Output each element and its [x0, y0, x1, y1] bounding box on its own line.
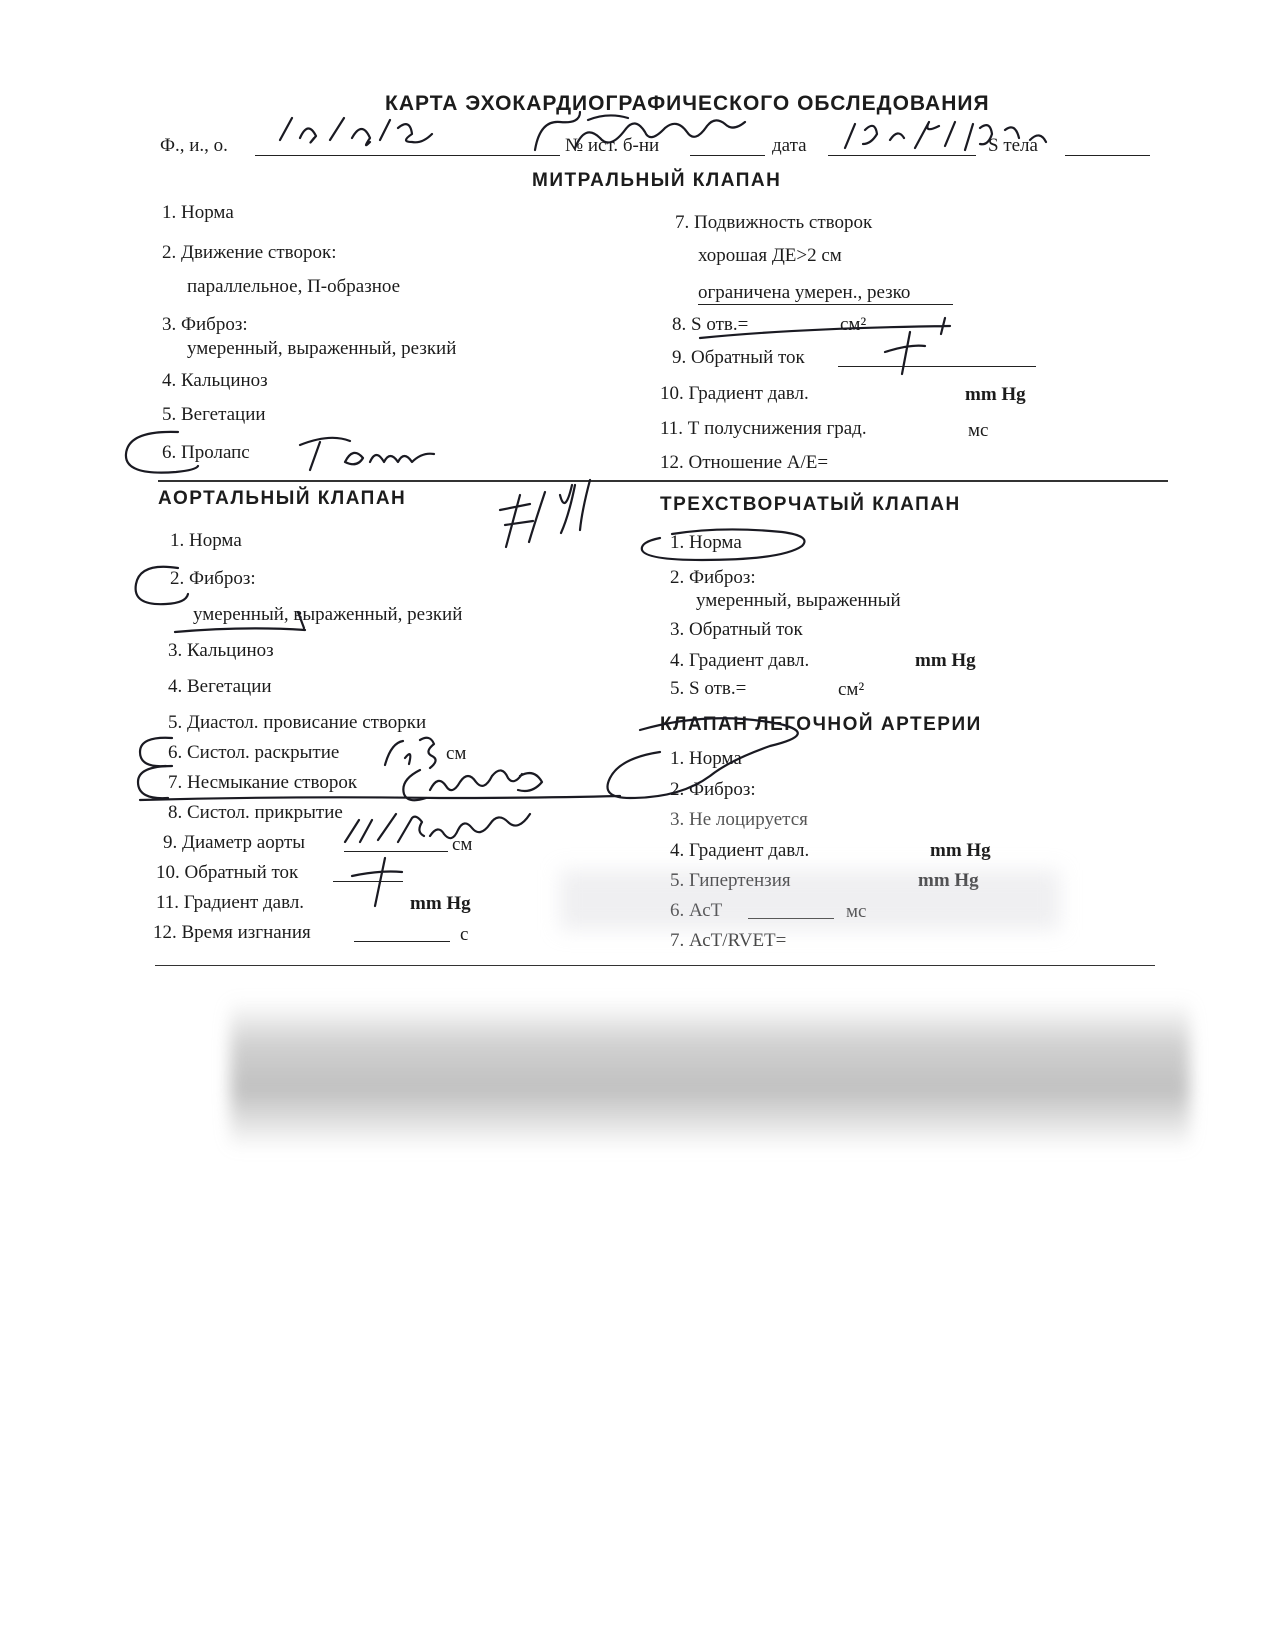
- pulmonary-item-5-unit: mm Hg: [918, 870, 979, 891]
- mitral-item-1: 1. Норма: [162, 202, 234, 223]
- handwritten-prolapse-note: [300, 438, 434, 470]
- handwritten-aorta-diameter: [345, 814, 530, 842]
- tricuspid-item-3: 3. Обратный ток: [670, 619, 803, 640]
- tricuspid-item-2: 2. Фиброз:: [670, 567, 756, 588]
- handwritten-aortal-10-mark: [352, 858, 402, 906]
- aortal-item-12-unit: с: [460, 924, 469, 945]
- tricuspid-valve-title: ТРЕХСТВОРЧАТЫЙ КЛАПАН: [660, 494, 961, 515]
- aortal-item-2: 2. Фиброз:: [170, 568, 256, 589]
- aortal-item-2-options: умеренный, выраженный, резкий: [193, 604, 463, 625]
- mitral-item-10: 10. Градиент давл.: [660, 383, 809, 404]
- form-title: КАРТА ЭХОКАРДИОГРАФИЧЕСКОГО ОБСЛЕДОВАНИЯ: [385, 92, 990, 115]
- date-line: [828, 155, 976, 156]
- mitral-item-9-line: [838, 366, 1036, 367]
- mitral-item-7-good: хорошая ДЕ>2 см: [698, 245, 842, 266]
- aortal-item-10: 10. Обратный ток: [156, 862, 299, 883]
- mitral-item-10-unit: mm Hg: [965, 384, 1026, 405]
- pulmonary-item-1: 1. Норма: [670, 748, 742, 769]
- mitral-item-11: 11. Т полуснижения град.: [660, 418, 867, 439]
- aortal-item-4: 4. Вегетации: [168, 676, 272, 697]
- aortal-item-3: 3. Кальциноз: [168, 640, 274, 661]
- mitral-item-7-underline: [698, 304, 953, 305]
- handwritten-aortal-6-value: [385, 738, 436, 768]
- history-line: [690, 155, 765, 156]
- mitral-item-7-limited: ограничена умерен., резко: [698, 282, 911, 303]
- pulmonary-valve-title: КЛАПАН ЛЕГОЧНОЙ АРТЕРИИ: [660, 714, 982, 735]
- history-label: № ист. б-ни: [565, 135, 660, 156]
- pulmonary-item-4-unit: mm Hg: [930, 840, 991, 861]
- handwritten-ellipse-aortal-7: [138, 766, 172, 798]
- pulmonary-item-4: 4. Градиент давл.: [670, 840, 810, 861]
- aortal-item-12-line: [354, 941, 450, 942]
- aortal-item-6-unit: см: [446, 743, 467, 764]
- date-label: дата: [772, 135, 807, 156]
- aortal-item-9: 9. Диаметр аорты: [163, 832, 306, 853]
- aortal-item-9-unit: см: [452, 834, 473, 855]
- mitral-item-9: 9. Обратный ток: [672, 347, 805, 368]
- aortal-item-9-line: [344, 851, 448, 852]
- handwritten-fio-date: [280, 118, 432, 145]
- pulmonary-item-3: 3. Не лоцируется: [670, 809, 808, 830]
- aortal-item-6: 6. Систол. раскрытие: [168, 742, 340, 763]
- mitral-item-2-options: параллельное, П-образное: [187, 276, 401, 297]
- aortal-item-12: 12. Время изгнания: [153, 922, 311, 943]
- pulmonary-item-5: 5. Гипертензия: [670, 870, 791, 891]
- fio-line: [255, 155, 560, 156]
- aortal-item-7: 7. Несмыкание створок: [168, 772, 358, 793]
- mitral-item-4: 4. Кальциноз: [162, 370, 268, 391]
- handwritten-signature: [500, 480, 590, 547]
- fio-label: Ф., и., о.: [160, 135, 228, 156]
- tricuspid-item-2-options: умеренный, выраженный: [696, 590, 901, 611]
- mitral-item-2: 2. Движение створок:: [162, 242, 337, 263]
- aortal-item-8: 8. Систол. прикрытие: [168, 802, 343, 823]
- mitral-item-3: 3. Фиброз:: [162, 314, 248, 335]
- aortal-item-1: 1. Норма: [170, 530, 242, 551]
- handwritten-mitral-9-mark: [885, 332, 925, 374]
- mitral-item-8: 8. S отв.=: [672, 314, 749, 335]
- pulmonary-item-7: 7. АсТ/RVЕТ=: [670, 930, 787, 951]
- tricuspid-item-5-unit: см²: [838, 679, 865, 700]
- aortal-valve-title: АОРТАЛЬНЫЙ КЛАПАН: [158, 488, 407, 509]
- aortal-item-11: 11. Градиент давл.: [156, 892, 305, 913]
- body-surface-line: [1065, 155, 1150, 156]
- section-divider-1: [158, 480, 1168, 482]
- aortal-item-11-unit: mm Hg: [410, 893, 471, 914]
- scan-smudge: [560, 870, 1060, 930]
- mitral-valve-title: МИТРАЛЬНЫЙ КЛАПАН: [532, 170, 782, 191]
- mitral-item-11-unit: мс: [968, 420, 989, 441]
- pulmonary-item-6-unit: мс: [846, 901, 867, 922]
- mitral-item-12: 12. Отношение А/Е=: [660, 452, 829, 473]
- tricuspid-item-4-unit: mm Hg: [915, 650, 976, 671]
- pulmonary-item-6: 6. АсТ: [670, 900, 723, 921]
- aortal-item-10-line: [333, 881, 403, 882]
- body-surface-label: S тела: [988, 135, 1038, 156]
- mitral-item-3-options: умеренный, выраженный, резкий: [187, 338, 457, 359]
- tricuspid-item-5: 5. S отв.=: [670, 678, 747, 699]
- handwritten-underline-aortal-8: [140, 796, 620, 800]
- tricuspid-item-1: 1. Норма: [670, 532, 742, 553]
- mitral-item-6: 6. Пролапс: [162, 442, 250, 463]
- blurred-region: [230, 1000, 1190, 1150]
- mitral-item-8-unit: см²: [840, 314, 867, 335]
- aortal-item-5: 5. Диастол. провисание створки: [168, 712, 427, 733]
- tricuspid-item-4: 4. Градиент давл.: [670, 650, 810, 671]
- mitral-item-5: 5. Вегетации: [162, 404, 266, 425]
- handwritten-aortal-7-note: [403, 770, 542, 800]
- mitral-item-7: 7. Подвижность створок: [675, 212, 873, 233]
- section-divider-2: [155, 965, 1155, 966]
- pulmonary-item-2: 2. Фиброз:: [670, 779, 756, 800]
